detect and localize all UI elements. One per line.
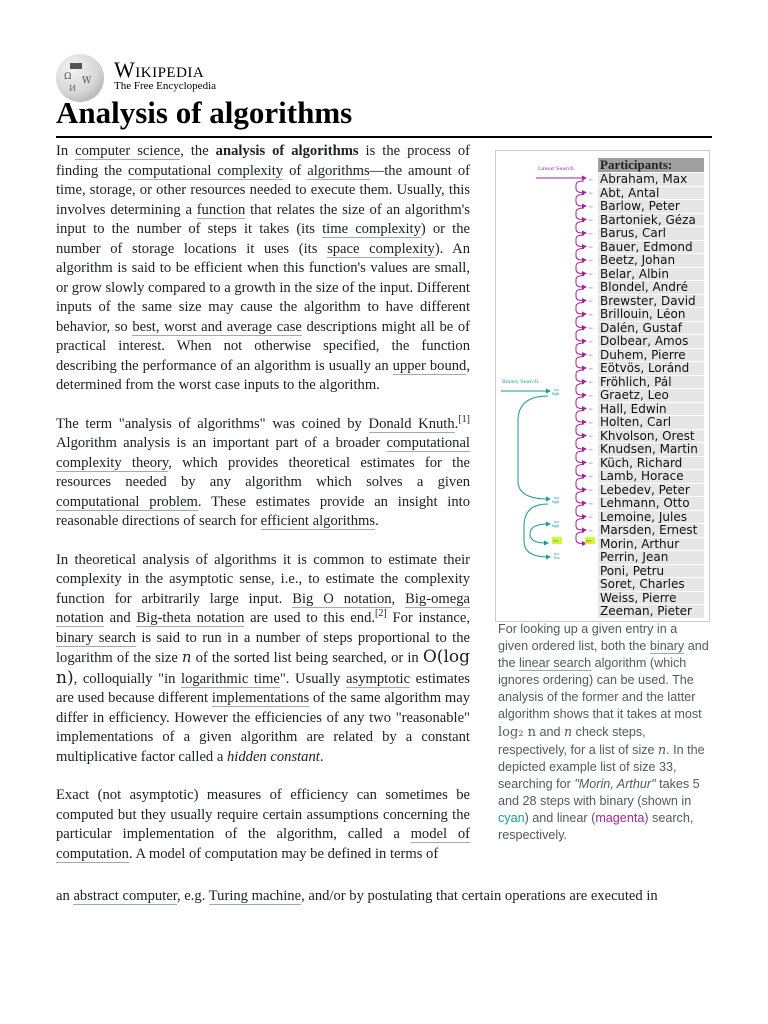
svg-text:no: no [589,339,593,344]
svg-text:Linear Search: Linear Search [538,166,574,172]
svg-text:high: high [552,499,560,504]
svg-text:no: no [589,231,593,236]
participant-row: Abraham, Max [598,172,704,186]
link-binary-search[interactable]: binary search [56,629,136,646]
svg-text:no: no [589,299,593,303]
svg-text:no: no [589,393,593,398]
link-binary[interactable]: binary [649,639,685,653]
participant-row: Abt, Antal [598,186,704,200]
cyan-label: cyan [498,811,525,825]
participant-row: Marsden, Ernest [598,523,704,537]
svg-text:no: no [589,447,593,452]
svg-text:no: no [589,245,593,249]
participant-row: Belar, Albin [598,267,704,281]
svg-text:low: low [554,555,560,560]
participants-list [598,158,704,618]
link-upper-bound[interactable]: upper bound [392,357,467,374]
svg-text:yes: yes [553,538,559,543]
participant-row: Brewster, David [598,294,704,308]
link-big-o-notation[interactable]: Big O notation [292,590,392,607]
svg-text:high: high [552,391,560,396]
link-efficient-algorithms[interactable]: efficient algorithms [260,513,376,529]
link-time-complexity[interactable]: time complexity [322,221,421,237]
paragraph-exact-measures: Exact (not asymptotic) measures of efficiency can sometimes be computed but they usually require certain assumptions concerning the particular implementation of the algorithm, called a model of computation. A model of computation may be defined in terms of [56,787,470,862]
svg-text:too: too [554,551,560,556]
svg-text:no: no [589,272,593,276]
link-computer-science[interactable]: computer science [75,143,181,159]
svg-text:no: no [589,380,593,384]
svg-text:no: no [589,528,593,533]
svg-text:too: too [554,387,560,392]
wikipedia-tagline: The Free Encyclopedia [114,80,217,92]
participant-row: Morin, Arthur [598,537,704,551]
svg-text:no: no [589,501,593,506]
participant-row: Bauer, Edmond [598,240,704,254]
link-logarithmic-time[interactable]: logarithmic time [181,670,280,687]
svg-text:no: no [589,218,593,222]
page-title: Analysis of algorithms [56,95,353,130]
math-n: n [182,649,192,666]
svg-text:high: high [552,523,560,528]
participant-row: Blondel, André [598,280,704,294]
participant-row: Lebedev, Peter [598,483,704,497]
participant-row: Barus, Carl [598,226,704,240]
wikipedia-wordmark: Wikipedia [114,57,205,82]
participant-row: Küch, Richard [598,456,704,470]
svg-text:no: no [589,474,593,479]
title-divider [56,136,712,138]
svg-text:yes: yes [586,538,592,543]
link-computational-complexity[interactable]: computational complexity [127,162,284,179]
link-abstract-computer[interactable]: abstract computer [73,888,177,904]
search-comparison-figure[interactable] [495,150,710,622]
participant-row: Beetz, Johan [598,253,704,267]
svg-text:Binary Search: Binary Search [502,379,539,385]
link-big-omega-notation[interactable]: Big-omega notation [56,590,470,626]
participant-row: Knudsen, Martin [598,442,704,456]
svg-text:no: no [589,258,593,263]
svg-text:too: too [554,519,560,524]
svg-text:no: no [589,177,593,182]
participant-row: Lamb, Horace [598,469,704,483]
link-donald-knuth[interactable]: Donald Knuth [368,415,455,432]
participant-row: Eötvös, Loránd [598,361,704,375]
math-log2-n: log₂ n [498,725,537,740]
svg-text:no: no [589,434,593,438]
participant-row: Fröhlich, Pál [598,375,704,389]
figure-caption: For looking up a given entry in a given ordered list, both the binary and the linear search algorithm (which ignores ordering) can be used. The analysis of the former and the latter algorithm shows that it takes at most log₂ n and n check steps, respectively, for a list of size n. In the depicted example list of size 33, searching for "Morin, Arthur" takes 5 and 28 steps with binary (shown in cyan) and linear (magenta) search, respectively. [498,622,709,842]
svg-text:no: no [589,420,593,425]
participant-row: Perrin, Jean [598,550,704,564]
bold-term: analysis of algorithms [215,143,359,159]
math-o-log-n: O(log n) [56,647,470,688]
participant-row: Dalén, Gustaf [598,321,704,335]
participant-row: Weiss, Pierre [598,591,704,605]
link-turing-machine[interactable]: Turing machine [208,888,302,904]
svg-text:no: no [589,461,593,465]
link-linear-search[interactable]: linear search [519,656,592,670]
wikipedia-globe-icon: Ω W И [56,54,104,102]
svg-text:no: no [589,326,593,330]
participant-row: Hall, Edwin [598,402,704,416]
participant-row: Brillouin, Léon [598,307,704,321]
svg-text:no: no [589,312,593,317]
reference-1[interactable]: [1] [458,413,470,425]
participant-row: Dolbear, Amos [598,334,704,348]
svg-text:no: no [589,488,593,492]
participant-row: Holten, Carl [598,415,704,429]
paragraph-history: The term "analysis of algorithms" was coined by Donald Knuth.[1] Algorithm analysis is an important part of a broader computational complexity theory, which provides theoretical estimates for the resources needed by any algorithm which solves a given computational problem. These estimates provide an insight into reasonable directions of search for efficient algorithms. [56,413,470,529]
wikipedia-logo[interactable] [56,54,256,94]
article-body [56,142,470,878]
paragraph-asymptotic: In theoretical analysis of algorithms it is common to estimate their complexity in the asymptotic sense, i.e., to estimate the complexity function for arbitrarily large input. Big O notation, Big-omega notation and Big-theta notation are used to this end.[2] For instance, binary search is said to run in a number of steps proportional to the logarithm of the size n of the sorted list being searched, or in O(log n), colloquially "in logarithmic time". Usually asymptotic estimates are used because different implementations of the same algorithm may differ in efficiency. However the efficiencies of any two "reasonable" implementations of a given algorithm are related by a constant multiplicative factor called a hidden constant. [56,551,471,765]
participant-row: Duhem, Pierre [598,348,704,362]
link-algorithms[interactable]: algorithms [307,162,370,179]
link-big-theta-notation[interactable]: Big-theta notation [136,610,245,626]
svg-text:too: too [554,495,560,500]
link-space-complexity[interactable]: space complexity [327,240,435,257]
participant-row: Lemoine, Jules [598,510,704,524]
participant-row: Soret, Charles [598,577,704,591]
svg-text:no: no [589,515,593,519]
svg-text:no: no [589,366,593,371]
link-implementations[interactable]: implementations [211,690,310,706]
link-model-of-computation[interactable]: model of computation [56,826,470,862]
hidden-constant-term: hidden constant [227,748,320,765]
svg-text:no: no [589,285,593,290]
paragraph-exact-measures-continued: an abstract computer, e.g. Turing machine, and/or by postulating that certain operations are executed in [56,888,658,904]
participant-row: Barlow, Peter [598,199,704,213]
link-function[interactable]: function [196,201,246,218]
link-best-worst-average-case[interactable]: best, worst and average case [132,318,302,335]
svg-text:no: no [589,204,593,209]
magenta-label: magenta [595,811,645,825]
participant-row: Graetz, Leo [598,388,704,402]
reference-2[interactable]: [2] [375,608,387,620]
math-n: n [564,724,573,739]
link-asymptotic[interactable]: asymptotic [346,670,411,687]
svg-text:no: no [589,191,593,195]
participants-header: Participants: [598,158,704,172]
math-n: n [658,742,667,757]
paragraph-intro: In computer science, the analysis of algorithms is the process of finding the computational complexity of algorithms—the amount of time, storage, or other resources needed to execute them. Usually, this involves determining a function that relates the size of an algorithm's input to the number of steps it takes (its time complexity) or the number of storage locations it uses (its space complexity). An algorithm is said to be efficient when this function's values are small, or grow slowly compared to a growth in the size of the input. Different inputs of the same size may cause the algorithm to have different behavior, so best, worst and average case descriptions might all be of practical interest. When not otherwise specified, the function describing the performance of an algorithm is usually an upper bound, determined from the worst case inputs to the algorithm. [56,143,471,393]
svg-text:no: no [589,353,593,357]
participant-row: Khvolson, Orest [598,429,704,443]
participant-row: Zeeman, Pieter [598,604,704,618]
svg-text:no: no [589,407,593,411]
link-computational-problem[interactable]: computational problem [56,493,198,510]
participant-row: Lehmann, Otto [598,496,704,510]
link-computational-complexity-theory[interactable]: computational complexity theory [56,435,470,471]
participant-row: Poni, Petru [598,564,704,578]
participant-row: Bartoniek, Géza [598,213,704,227]
example-entry: "Morin, Arthur" [574,777,656,791]
